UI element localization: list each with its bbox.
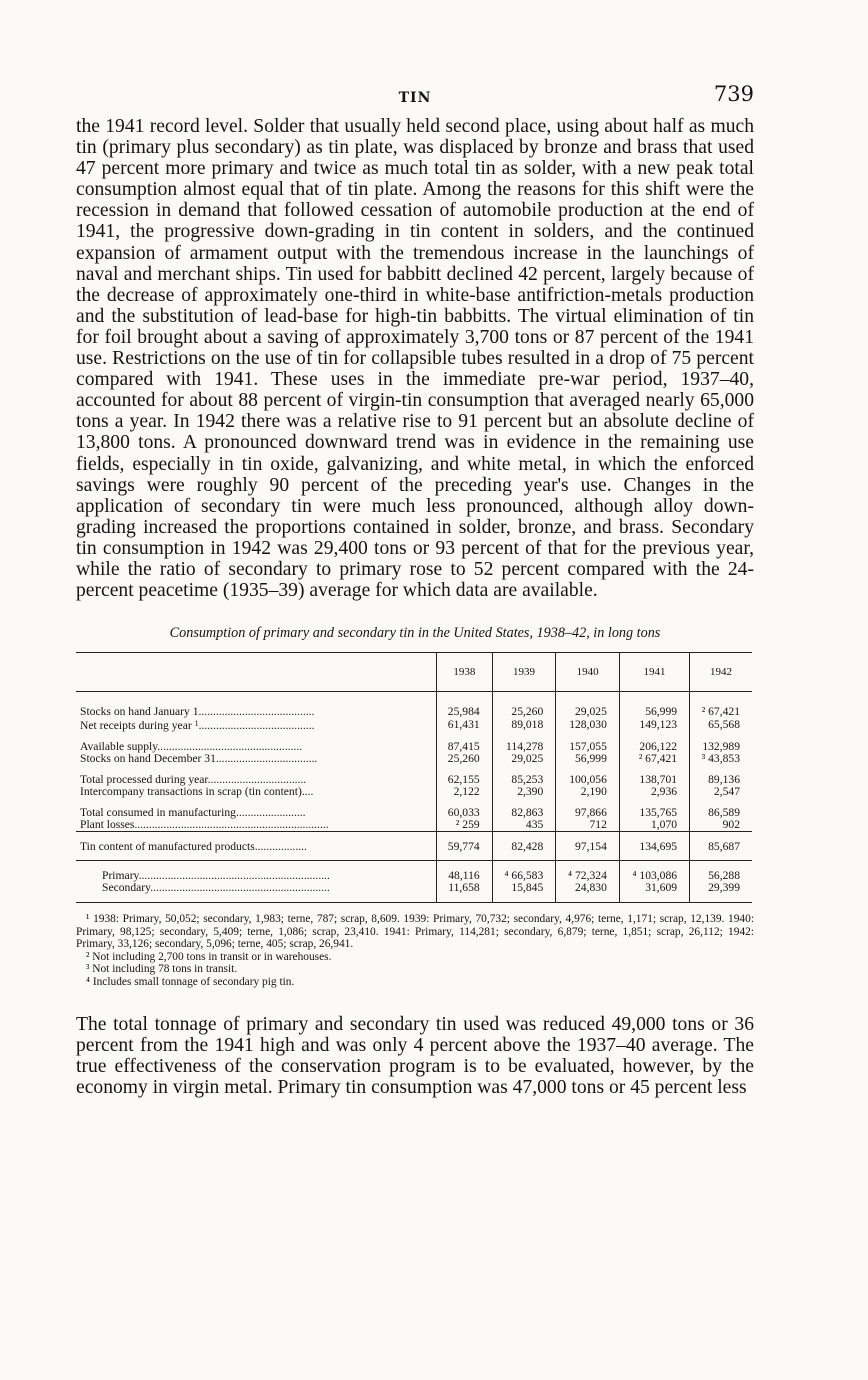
cell: 1,070 <box>619 819 689 832</box>
year-header: 1938 <box>437 653 493 692</box>
cell: 15,845 <box>492 882 556 903</box>
row-label: Net receipts during year $^1$........................................ <box>80 719 315 733</box>
cell: ⁴ 66,583 <box>492 870 556 882</box>
cell: 25,984 <box>437 692 493 719</box>
cell: 29,025 <box>556 692 620 719</box>
cell: 902 <box>690 819 752 832</box>
page <box>76 80 754 1099</box>
cell: ³ 43,853 <box>690 753 752 765</box>
cell: 25,260 <box>492 692 556 719</box>
running-title: TIN <box>398 90 432 106</box>
year-header: 1941 <box>619 653 689 692</box>
cell: 89,136 <box>690 774 752 786</box>
stub-header <box>76 653 437 692</box>
row-label: Tin content of manufactured products.................. <box>76 841 437 861</box>
cell: 2,390 <box>492 786 556 798</box>
cell: ² 67,421 <box>690 692 752 719</box>
cell: 128,030 <box>556 718 620 732</box>
year-header: 1939 <box>492 653 556 692</box>
cell: 61,431 <box>437 718 493 732</box>
table-row <box>76 882 752 903</box>
cell: 89,018 <box>492 718 556 732</box>
row-label: Intercompany transactions in scrap (tin content).... <box>80 785 314 799</box>
table-header-row <box>76 653 752 692</box>
cell: 97,866 <box>556 807 620 819</box>
year-header: 1940 <box>556 653 620 692</box>
cell: 97,154 <box>556 841 620 861</box>
cell: ⁴ 72,324 <box>556 870 620 882</box>
row-label: Plant losses................................................................... <box>76 819 437 832</box>
cell: 56,999 <box>619 692 689 719</box>
page-number: 739 <box>713 82 754 106</box>
cell: ² 67,421 <box>619 753 689 765</box>
cell: 86,589 <box>690 807 752 819</box>
cell: 60,033 <box>437 807 493 819</box>
cell: 25,260 <box>437 753 493 765</box>
row-label: Available supply.................................................. <box>80 740 303 754</box>
cell: 56,288 <box>690 870 752 882</box>
footnote: ² Not including 2,700 tons in transit or in warehouses. <box>86 950 332 963</box>
table-row <box>76 753 752 765</box>
cell: 29,025 <box>492 753 556 765</box>
cell: 82,428 <box>492 841 556 861</box>
row-label: Stocks on hand December 31................................... <box>80 752 318 766</box>
cell: 2,547 <box>690 786 752 798</box>
cell: 65,568 <box>690 718 752 732</box>
table-row <box>76 692 752 719</box>
cell: 31,609 <box>619 882 689 903</box>
cell: 56,999 <box>556 753 620 765</box>
table-row <box>76 786 752 798</box>
row-label: Total consumed in manufacturing........................ <box>80 806 306 820</box>
cell: 157,055 <box>556 741 620 753</box>
table-caption: Consumption of primary and secondary tin in the United States, 1938–42, in long tons <box>169 625 661 642</box>
cell: 132,989 <box>690 741 752 753</box>
cell: 62,155 <box>437 774 493 786</box>
cell: 24,830 <box>556 882 620 903</box>
consumption-table <box>76 652 752 903</box>
cell: 11,658 <box>437 882 493 903</box>
cell: 2,190 <box>556 786 620 798</box>
footnote: ⁴ Includes small tonnage of secondary pig tin. <box>86 975 295 988</box>
table-row <box>76 718 752 732</box>
year-header: 1942 <box>690 653 752 692</box>
cell: 435 <box>492 819 556 832</box>
running-head <box>76 80 754 116</box>
cell: 29,399 <box>690 882 752 903</box>
table-row <box>76 819 752 832</box>
cell: 82,863 <box>492 807 556 819</box>
cell: 712 <box>556 819 620 832</box>
cell: 135,765 <box>619 807 689 819</box>
body-paragraph-2: The total tonnage of primary and secondary tin used was reduced 49,000 tons or 36 percent from the 1941 high and was only 4 percent above the 1937–40 average. The true effectiveness of the conservation program is to be evaluated, however, by the economy in virgin metal. Primary tin consumption was 47,000 tons or 45 percent less <box>76 1014 754 1099</box>
cell: 85,253 <box>492 774 556 786</box>
cell: ² 259 <box>437 819 493 832</box>
footnote: ³ Not including 78 tons in transit. <box>86 963 238 976</box>
row-label: Secondary.............................................................. <box>102 881 330 895</box>
body-paragraph-1: the 1941 record level. Solder that usually held second place, using about half as much tin (primary plus secondary) as tin plate, was displaced by bronze and brass that used 47 percent more primary and twice as much total tin as solder, with a new peak total consumption almost equal that of tin plate. Among the reasons for this shift were the recession in demand that followed cessation of automobile production at the end of 1941, the progressive down-grading in tin content in solders, and the continued expansion of armament output with the tremendous increase in the launchings of naval and merchant ships. Tin used for babbitt declined 42 percent, largely because of the decrease of approximately one-third in white-base antifriction-metals production and the substitution of lead-base for high-tin babbitts. The virtual elimination of tin for foil brought about a saving of approximately 3,700 tons or 87 percent of the 1941 use. Restrictions on the use of tin for collapsible tubes resulted in a drop of 75 percent compared with 1941. These uses in the immediate pre-war period, 1937–40, accounted for about 88 percent of virgin-tin consumption that averaged nearly 65,000 tons a year. In 1942 there was a relative rise to 91 percent but an absolute decline of 13,800 tons. A pronounced downward trend was in evidence in the remaining use fields, especially in tin oxide, galvanizing, and white metal, in which the enforced savings were roughly 90 percent of the preceding year's use. Changes in the application of secondary tin were much less pronounced, although alloy down-grading increased the proportions contained in solder, bronze, and brass. Secondary tin consumption in 1942 was 29,400 tons or 93 percent of that for the previous year, while the ratio of secondary to primary rose to 52 percent compared with the 24-percent peacetime (1935–39) average for which data are available. <box>76 116 754 602</box>
row-label: Stocks on hand January 1........................................ <box>80 705 315 719</box>
cell: 59,774 <box>437 841 493 861</box>
table-row <box>76 841 752 861</box>
table-footnotes <box>76 913 754 988</box>
cell: 2,936 <box>619 786 689 798</box>
footnote: ¹ 1938: Primary, 50,052; secondary, 1,983; terne, 787; scrap, 8,609. 1939: Primary, 70,732; secondary, 4,976; terne, 1,171; scrap, 12,139. 1940: Primary, 98,125; secondary, 5,409; terne, 1,086; scrap, 23,410. 1941: Primary, 114,281; secondary, 6,879; terne, 1,851; scrap, 26,112; 1942: Primary, 33,126; secondary, 5,096; terne, 405; scrap, 26,941. <box>76 913 754 951</box>
cell: 87,415 <box>437 741 493 753</box>
cell: 134,695 <box>619 841 689 861</box>
cell: 100,056 <box>556 774 620 786</box>
row-label: Primary.................................................................. <box>102 869 330 883</box>
cell: 48,116 <box>437 870 493 882</box>
cell: 138,701 <box>619 774 689 786</box>
cell: 149,123 <box>619 718 689 732</box>
cell: ⁴ 103,086 <box>619 870 689 882</box>
cell: 85,687 <box>690 841 752 861</box>
cell: 206,122 <box>619 741 689 753</box>
row-label: Total processed during year.................................. <box>80 773 307 787</box>
cell: 2,122 <box>437 786 493 798</box>
cell: 114,278 <box>492 741 556 753</box>
